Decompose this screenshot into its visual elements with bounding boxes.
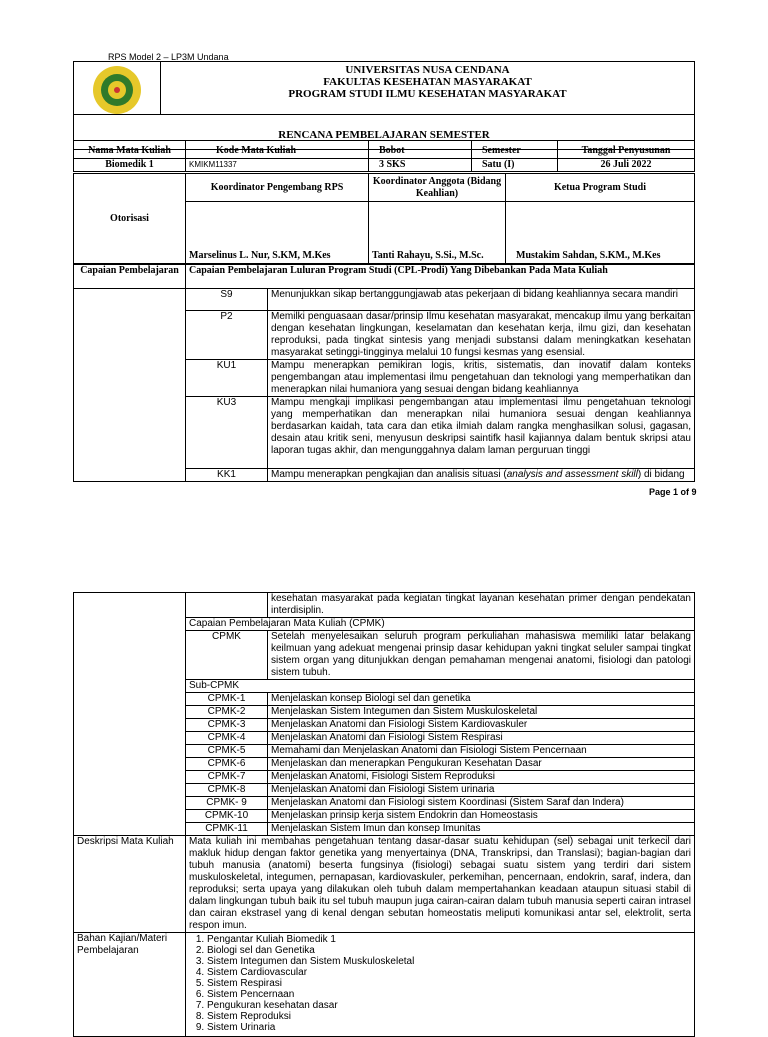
cpl-heading: Capaian Pembelajaran Luluran Program Studi (CPL-Prodi) Yang Dibebankan Pada Mata Kuliah <box>186 265 695 289</box>
university-logo <box>93 66 141 114</box>
sub-cpmk-text: Menjelaskan prinsip kerja sistem Endokrin dan Homeostasis <box>268 810 695 823</box>
header-tanggal-penyusunan: Tanggal Penyusunan <box>558 141 695 159</box>
sub-cpmk-text: Menjelaskan Anatomi dan Fisiologi sistem Koordinasi (Sistem Saraf dan Indera) <box>268 797 695 810</box>
cpl-code: KU3 <box>186 397 268 469</box>
sub-cpmk-code: CPMK- 9 <box>186 797 268 810</box>
list-item: 1. Pengantar Kuliah Biomedik 1 <box>207 934 691 945</box>
otorisasi-label: Otorisasi <box>74 174 186 264</box>
logo-cell <box>74 62 161 115</box>
header-bobot: Bobot <box>369 141 472 159</box>
capaian-label: Capaian Pembelajaran <box>74 265 186 289</box>
header-kode-mata-kuliah: Kode Mata Kuliah <box>186 141 369 159</box>
signature-name-2: Tanti Rahayu, S.Si., M.Sc. <box>369 202 506 264</box>
cpl-text: Mampu menerapkan pemikiran logis, kritis, sistematis, dan inovatif dalam konteks pengembangan atau implementasi ilmu pengetahuan dan teknologi yang memperhatikan dan menerapkan nilai humaniora yang sesuai dengan bidang keahliannya <box>268 360 695 397</box>
cpl-code: P2 <box>186 311 268 360</box>
sub-cpmk-code: CPMK-2 <box>186 706 268 719</box>
value-semester: Satu (I) <box>472 159 558 172</box>
sub-cpmk-heading: Sub-CPMK <box>186 680 695 693</box>
sub-cpmk-text: Menjelaskan dan menerapkan Pengukuran Kesehatan Dasar <box>268 758 695 771</box>
sub-cpmk-text: Menjelaskan Sistem Integumen dan Sistem Muskuloskeletal <box>268 706 695 719</box>
institution-heading <box>161 62 695 115</box>
cpmk-heading: Capaian Pembelajaran Mata Kuliah (CPMK) <box>186 618 695 631</box>
sub-cpmk-text: Menjelaskan Anatomi dan Fisiologi Sistem urinaria <box>268 784 695 797</box>
cpl-code: KK1 <box>186 469 268 482</box>
rps-header-block <box>73 61 695 150</box>
sub-cpmk-code: CPMK-4 <box>186 732 268 745</box>
cpl-text-kk1: Mampu menerapkan pengkajian dan analisis situasi (analysis and assessment skill) di bidang <box>268 469 695 482</box>
header-nama-mata-kuliah: Nama Mata Kuliah <box>74 141 186 159</box>
bahan-kajian-list <box>189 934 691 1033</box>
list-item: 2. Biologi sel dan Genetika <box>207 945 691 956</box>
value-tanggal-penyusunan: 26 Juli 2022 <box>558 159 695 172</box>
sub-cpmk-text: Menjelaskan Sistem Imun dan konsep Imunitas <box>268 823 695 836</box>
role-ketua-program-studi: Ketua Program Studi <box>506 174 695 202</box>
otorisasi-table <box>73 173 695 264</box>
sub-cpmk-code: CPMK-7 <box>186 771 268 784</box>
sub-cpmk-code: CPMK-5 <box>186 745 268 758</box>
header-semester: Semester <box>472 141 558 159</box>
document-title: RENCANA PEMBELAJARAN SEMESTER <box>74 115 695 150</box>
sub-cpmk-code: CPMK-10 <box>186 810 268 823</box>
course-info-table <box>73 140 695 172</box>
list-item: 7. Pengukuran kesehatan dasar <box>207 1000 691 1011</box>
deskripsi-text: Mata kuliah ini membahas pengetahuan tentang dasar-dasar suatu kehidupan (sel) sebagai unit terkecil dari makluk hidup dengan faktor genetika yang menyertainya (DNA, Transkripsi, dan Translasi); bagian-bagian dari tubuh manusia (anatomi) beserta fungsinya (fisiologi) sebagai suatu sistem yang terdiri dari sistem muskuloskeletal, integumen, pernapasan, kardiovaskuler, perkemihan, pencernaan, endokrin, saraf, indera, dan reproduksi; serta upaya yang dilakukan oleh tubuh dalam mempertahankan keadaan ataupun situasi stabil di dalam lingkungan tubuh baik itu sel tubuh maupun juga cairan-cairan dalam tubuh manusia seperti cairan intrasel dan cairan ekstrasel yang di kenal dengan sebutan homeostatis meliputi komunikasi antar sel, elektrolit, serta respon imun. <box>186 836 695 933</box>
capaian-table <box>73 264 695 482</box>
page-number: Page 1 of 9 <box>649 487 697 497</box>
value-bobot: 3 SKS <box>369 159 472 172</box>
list-item: 9. Sistem Urinaria <box>207 1022 691 1033</box>
sub-cpmk-code: CPMK-3 <box>186 719 268 732</box>
cpmk-text: Setelah menyelesaikan seluruh program perkuliahan mahasiswa memiliki latar belakang keilmuan yang adekuat mengenai prinsip dasar kehidupan yakni tingkat seluler sampai tingkat sistem organ yang ditunjukkan dengan pemahaman mengenai anatomi, fisiologi dan patologi sistem tubuh. <box>268 631 695 680</box>
role-koordinator-anggota: Koordinator Anggota (Bidang Keahlian) <box>369 174 506 202</box>
sub-cpmk-text: Memahami dan Menjelaskan Anatomi dan Fisiologi Sistem Pencernaan <box>268 745 695 758</box>
cpl-text: Mampu mengkaji implikasi pengembangan atau implementasi ilmu pengetahuan teknologi yang memperhatikan dan menerapkan nilai humaniora sesuai dengan keahliannya berdasarkan kaidah, tata cara dan etika ilmiah dalam rangka menghasilkan solusi, gagasan, desain atau kritik seni, menyusun deskripsi saintifk hasil kajiannya dalam bentuk skripsi atau laporan tugas akhir, dan mengunggahnya dalam laman perguruan tinggi <box>268 397 695 469</box>
value-kode-mata-kuliah: KMIKM11337 <box>186 159 369 172</box>
sub-cpmk-code: CPMK-1 <box>186 693 268 706</box>
page2-table <box>73 592 695 1037</box>
list-item: 4. Sistem Cardiovascular <box>207 967 691 978</box>
program-name: PROGRAM STUDI ILMU KESEHATAN MASYARAKAT <box>288 88 567 100</box>
sub-cpmk-code: CPMK-8 <box>186 784 268 797</box>
list-item: 5. Sistem Respirasi <box>207 978 691 989</box>
cpmk-code: CPMK <box>186 631 268 680</box>
deskripsi-label: Deskripsi Mata Kuliah <box>74 836 186 933</box>
kk1-continued-text: kesehatan masyarakat pada kegiatan tingkat layanan kesehatan primer dengan pendekatan interdisiplin. <box>268 593 695 618</box>
cpl-text: Menunjukkan sikap bertanggungjawab atas pekerjaan di bidang keahliannya secara mandiri <box>268 289 695 311</box>
cpl-code: S9 <box>186 289 268 311</box>
sub-cpmk-text: Menjelaskan Anatomi, Fisiologi Sistem Reproduksi <box>268 771 695 784</box>
list-item: 3. Sistem Integumen dan Sistem Muskuloskeletal <box>207 956 691 967</box>
value-nama-mata-kuliah: Biomedik 1 <box>74 159 186 172</box>
signature-name-1: Marselinus L. Nur, S.KM, M.Kes <box>186 202 369 264</box>
sub-cpmk-code: CPMK-11 <box>186 823 268 836</box>
university-name: UNIVERSITAS NUSA CENDANA <box>345 64 510 76</box>
list-item: 6. Sistem Pencernaan <box>207 989 691 1000</box>
list-item: 8. Sistem Reproduksi <box>207 1011 691 1022</box>
cpl-code: KU1 <box>186 360 268 397</box>
cpl-text: Memilki penguasaan dasar/prinsip Ilmu kesehatan masyarakat, mencakup ilmu yang berkaitan dengan kesehatan lingkungan, keselamatan dan kesehatan kerja, ilmu gizi, dan kesehatan reproduksi, pada tingkat sintesis yang menjadi substansi dalam meningkatkan kesehatan masyarakat setinggi-tingginya melalui 10 fungsi kesmas yang esensial. <box>268 311 695 360</box>
sub-cpmk-text: Menjelaskan konsep Biologi sel dan genetika <box>268 693 695 706</box>
bahan-kajian-label: Bahan Kajian/Materi Pembelajaran <box>74 933 186 1037</box>
sub-cpmk-text: Menjelaskan Anatomi dan Fisiologi Sistem Respirasi <box>268 732 695 745</box>
sub-cpmk-code: CPMK-6 <box>186 758 268 771</box>
signature-name-3: Mustakim Sahdan, S.KM., M.Kes <box>506 202 695 264</box>
role-koordinator-pengembang: Koordinator Pengembang RPS <box>186 174 369 202</box>
faculty-name: FAKULTAS KESEHATAN MASYARAKAT <box>323 76 532 88</box>
bahan-kajian-cell <box>186 933 695 1037</box>
document-header-note: RPS Model 2 – LP3M Undana <box>108 52 229 62</box>
sub-cpmk-text: Menjelaskan Anatomi dan Fisiologi Sistem Kardiovaskuler <box>268 719 695 732</box>
